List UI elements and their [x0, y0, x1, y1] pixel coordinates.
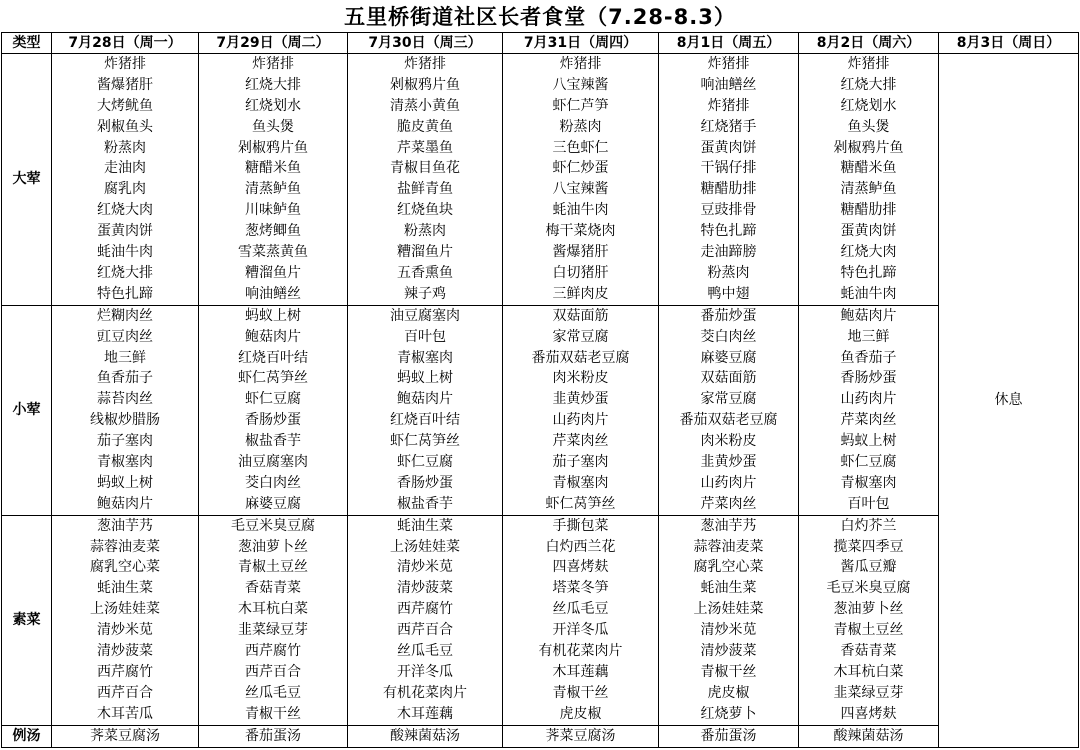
dish-cell: 粉蒸肉 [52, 138, 199, 159]
dish-cell: 鲍菇肉片 [799, 305, 939, 326]
header-day: 7月28日（周一） [52, 33, 199, 54]
dish-cell: 清炒米苋 [52, 620, 199, 641]
dish-cell: 上汤娃娃菜 [348, 537, 503, 558]
dish-cell: 地三鲜 [52, 348, 199, 369]
dish-cell: 酸辣菌菇汤 [348, 725, 503, 747]
dish-cell: 椒盐香芋 [199, 431, 348, 452]
dish-cell: 清蒸鲈鱼 [199, 179, 348, 200]
dish-cell: 炸猪排 [199, 54, 348, 75]
dish-cell: 蚝油生菜 [348, 515, 503, 536]
menu-row [2, 284, 1079, 305]
menu-row [2, 348, 1079, 369]
menu-row [2, 242, 1079, 263]
dish-cell: 清蒸小黄鱼 [348, 96, 503, 117]
dish-cell: 百叶包 [799, 494, 939, 515]
header-day: 8月3日（周日） [939, 33, 1079, 54]
dish-cell: 糖醋肋排 [799, 200, 939, 221]
dish-cell: 番茄蛋汤 [199, 725, 348, 747]
dish-cell: 西芹百合 [199, 662, 348, 683]
menu-body [2, 54, 1079, 748]
dish-cell: 茭白肉丝 [659, 327, 799, 348]
dish-cell: 剁椒鸦片鱼 [348, 75, 503, 96]
dish-cell: 虾仁豆腐 [199, 389, 348, 410]
dish-cell: 香肠炒蛋 [799, 368, 939, 389]
dish-cell: 葱油芋艿 [52, 515, 199, 536]
dish-cell: 虾仁豆腐 [799, 452, 939, 473]
dish-cell: 干锅仔排 [659, 158, 799, 179]
dish-cell: 麻婆豆腐 [659, 348, 799, 369]
dish-cell: 百叶包 [348, 327, 503, 348]
category-cell: 小荤 [2, 305, 52, 515]
dish-cell: 有机花菜肉片 [503, 641, 659, 662]
menu-row [2, 515, 1079, 536]
menu-row [2, 473, 1079, 494]
dish-cell: 红烧大排 [799, 75, 939, 96]
dish-cell: 虾仁莴笋丝 [199, 368, 348, 389]
dish-cell: 烂糊肉丝 [52, 305, 199, 326]
menu-row [2, 117, 1079, 138]
dish-cell: 青椒塞肉 [799, 473, 939, 494]
dish-cell: 八宝辣酱 [503, 75, 659, 96]
dish-cell: 大烤鱿鱼 [52, 96, 199, 117]
menu-row [2, 54, 1079, 75]
dish-cell: 川味鲈鱼 [199, 200, 348, 221]
dish-cell: 家常豆腐 [659, 389, 799, 410]
dish-cell: 炸猪排 [659, 96, 799, 117]
menu-row [2, 683, 1079, 704]
dish-cell: 清炒米苋 [659, 620, 799, 641]
dish-cell: 山药肉片 [799, 389, 939, 410]
dish-cell: 腐乳肉 [52, 179, 199, 200]
dish-cell: 青椒塞肉 [52, 452, 199, 473]
menu-row [2, 558, 1079, 579]
dish-cell: 椒盐香芋 [348, 494, 503, 515]
menu-row [2, 578, 1079, 599]
menu-row [2, 200, 1079, 221]
dish-cell: 丝瓜毛豆 [348, 641, 503, 662]
page-title: 五里桥街道社区长者食堂（7.28-8.3） [344, 5, 736, 29]
dish-cell: 蛋黄肉饼 [799, 221, 939, 242]
dish-cell: 韭黄炒蛋 [503, 389, 659, 410]
dish-cell: 酱爆猪肝 [503, 242, 659, 263]
dish-cell: 虾仁莴笋丝 [503, 494, 659, 515]
dish-cell: 木耳杭白菜 [799, 662, 939, 683]
dish-cell: 上汤娃娃菜 [659, 599, 799, 620]
dish-cell: 红烧猪手 [659, 117, 799, 138]
dish-cell: 梅干菜烧肉 [503, 221, 659, 242]
menu-row [2, 620, 1079, 641]
dish-cell: 红烧百叶结 [199, 348, 348, 369]
menu-row [2, 599, 1079, 620]
dish-cell: 青椒土豆丝 [799, 620, 939, 641]
menu-row [2, 431, 1079, 452]
dish-cell: 清蒸鲈鱼 [799, 179, 939, 200]
dish-cell: 特色扎蹄 [659, 221, 799, 242]
dish-cell: 塔菜冬笋 [503, 578, 659, 599]
dish-cell: 糖醋米鱼 [199, 158, 348, 179]
dish-cell: 双菇面筋 [659, 368, 799, 389]
dish-cell: 芹菜肉丝 [503, 431, 659, 452]
dish-cell: 蚝油生菜 [52, 578, 199, 599]
dish-cell: 鱼头煲 [199, 117, 348, 138]
dish-cell: 鱼香茄子 [52, 368, 199, 389]
header-day: 7月29日（周二） [199, 33, 348, 54]
dish-cell: 肉米粉皮 [659, 431, 799, 452]
dish-cell: 炸猪排 [52, 54, 199, 75]
menu-row [2, 494, 1079, 515]
dish-cell: 西芹腐竹 [348, 599, 503, 620]
dish-cell: 青椒干丝 [503, 683, 659, 704]
dish-cell: 五香熏鱼 [348, 263, 503, 284]
dish-cell: 开洋冬瓜 [503, 620, 659, 641]
dish-cell: 炸猪排 [799, 54, 939, 75]
dish-cell: 蛋黄肉饼 [659, 138, 799, 159]
dish-cell: 剁椒鸦片鱼 [799, 138, 939, 159]
menu-table [1, 32, 1079, 748]
dish-cell: 三色虾仁 [503, 138, 659, 159]
dish-cell: 糖醋米鱼 [799, 158, 939, 179]
dish-cell: 荠菜豆腐汤 [503, 725, 659, 747]
dish-cell: 蚝油牛肉 [52, 242, 199, 263]
menu-row [2, 263, 1079, 284]
dish-cell: 糖醋肋排 [659, 179, 799, 200]
dish-cell: 糟溜鱼片 [199, 263, 348, 284]
dish-cell: 虎皮椒 [659, 683, 799, 704]
dish-cell: 三鲜肉皮 [503, 284, 659, 305]
dish-cell: 四喜烤麸 [503, 558, 659, 579]
dish-cell: 葱油芋艿 [659, 515, 799, 536]
dish-cell: 蛋黄肉饼 [52, 221, 199, 242]
dish-cell: 蒜蓉油麦菜 [659, 537, 799, 558]
dish-cell: 剁椒鱼头 [52, 117, 199, 138]
dish-cell: 鲍菇肉片 [199, 327, 348, 348]
dish-cell: 粉蒸肉 [659, 263, 799, 284]
dish-cell: 芹菜墨鱼 [348, 138, 503, 159]
dish-cell: 有机花菜肉片 [348, 683, 503, 704]
dish-cell: 白灼芥兰 [799, 515, 939, 536]
dish-cell: 开洋冬瓜 [348, 662, 503, 683]
dish-cell: 白切猪肝 [503, 263, 659, 284]
dish-cell: 葱烤鲫鱼 [199, 221, 348, 242]
dish-cell: 腐乳空心菜 [52, 558, 199, 579]
dish-cell: 蒜蓉油麦菜 [52, 537, 199, 558]
menu-row [2, 410, 1079, 431]
dish-cell: 糟溜鱼片 [348, 242, 503, 263]
dish-cell: 香肠炒蛋 [348, 473, 503, 494]
dish-cell: 丝瓜毛豆 [199, 683, 348, 704]
menu-row [2, 96, 1079, 117]
dish-cell: 双菇面筋 [503, 305, 659, 326]
menu-row [2, 389, 1079, 410]
category-cell: 大荤 [2, 54, 52, 306]
dish-cell: 红烧大肉 [799, 242, 939, 263]
dish-cell: 粉蒸肉 [348, 221, 503, 242]
dish-cell: 番茄炒蛋 [659, 305, 799, 326]
dish-cell: 八宝辣酱 [503, 179, 659, 200]
dish-cell: 韭黄炒蛋 [659, 452, 799, 473]
dish-cell: 地三鲜 [799, 327, 939, 348]
dish-cell: 雪菜蒸黄鱼 [199, 242, 348, 263]
dish-cell: 青椒干丝 [659, 662, 799, 683]
dish-cell: 线椒炒腊肠 [52, 410, 199, 431]
dish-cell: 蚝油牛肉 [799, 284, 939, 305]
header-day: 8月2日（周六） [799, 33, 939, 54]
menu-row [2, 662, 1079, 683]
dish-cell: 香肠炒蛋 [199, 410, 348, 431]
dish-cell: 粉蒸肉 [503, 117, 659, 138]
dish-cell: 青椒土豆丝 [199, 558, 348, 579]
dish-cell: 上汤娃娃菜 [52, 599, 199, 620]
dish-cell: 特色扎蹄 [52, 284, 199, 305]
dish-cell: 蚂蚁上树 [348, 368, 503, 389]
menu-row [2, 138, 1079, 159]
header-day: 8月1日（周五） [659, 33, 799, 54]
dish-cell: 豇豆肉丝 [52, 327, 199, 348]
dish-cell: 响油鳝丝 [199, 284, 348, 305]
dish-cell: 青椒塞肉 [503, 473, 659, 494]
dish-cell: 西芹腐竹 [199, 641, 348, 662]
dish-cell: 葱油萝卜丝 [199, 537, 348, 558]
dish-cell: 毛豆米臭豆腐 [199, 515, 348, 536]
dish-cell: 红烧大肉 [52, 200, 199, 221]
dish-cell: 清炒菠菜 [348, 578, 503, 599]
dish-cell: 毛豆米臭豆腐 [799, 578, 939, 599]
dish-cell: 西芹百合 [348, 620, 503, 641]
dish-cell: 清炒米苋 [348, 558, 503, 579]
dish-cell: 揽菜四季豆 [799, 537, 939, 558]
dish-cell: 茭白肉丝 [199, 473, 348, 494]
dish-cell: 炸猪排 [348, 54, 503, 75]
dish-cell: 青椒干丝 [199, 704, 348, 725]
sunday-rest-cell: 休息 [939, 54, 1079, 748]
menu-row [2, 305, 1079, 326]
dish-cell: 红烧大排 [52, 263, 199, 284]
dish-cell: 韭菜绿豆芽 [799, 683, 939, 704]
dish-cell: 鸭中翅 [659, 284, 799, 305]
dish-cell: 韭菜绿豆芽 [199, 620, 348, 641]
dish-cell: 鲍菇肉片 [52, 494, 199, 515]
dish-cell: 蚂蚁上树 [52, 473, 199, 494]
dish-cell: 盐鲜青鱼 [348, 179, 503, 200]
menu-row [2, 368, 1079, 389]
dish-cell: 红烧划水 [799, 96, 939, 117]
dish-cell: 木耳莲藕 [348, 704, 503, 725]
menu-row [2, 75, 1079, 96]
header-day: 7月31日（周四） [503, 33, 659, 54]
dish-cell: 西芹腐竹 [52, 662, 199, 683]
dish-cell: 香菇青菜 [799, 641, 939, 662]
dish-cell: 番茄双菇老豆腐 [659, 410, 799, 431]
dish-cell: 鱼头煲 [799, 117, 939, 138]
dish-cell: 走油肉 [52, 158, 199, 179]
dish-cell: 木耳杭白菜 [199, 599, 348, 620]
dish-cell: 响油鳝丝 [659, 75, 799, 96]
dish-cell: 虾仁莴笋丝 [348, 431, 503, 452]
dish-cell: 葱油萝卜丝 [799, 599, 939, 620]
dish-cell: 剁椒鸦片鱼 [199, 138, 348, 159]
dish-cell: 山药肉片 [503, 410, 659, 431]
dish-cell: 豆豉排骨 [659, 200, 799, 221]
dish-cell: 红烧百叶结 [348, 410, 503, 431]
dish-cell: 青椒目鱼花 [348, 158, 503, 179]
dish-cell: 酸辣菌菇汤 [799, 725, 939, 747]
menu-row [2, 221, 1079, 242]
dish-cell: 脆皮黄鱼 [348, 117, 503, 138]
dish-cell: 红烧萝卜 [659, 704, 799, 725]
menu-row [2, 452, 1079, 473]
dish-cell: 鱼香茄子 [799, 348, 939, 369]
dish-cell: 茄子塞肉 [503, 452, 659, 473]
header-category: 类型 [2, 33, 52, 54]
dish-cell: 蚂蚁上树 [799, 431, 939, 452]
dish-cell: 香菇青菜 [199, 578, 348, 599]
menu-row [2, 537, 1079, 558]
menu-row [2, 327, 1079, 348]
dish-cell: 芹菜肉丝 [659, 494, 799, 515]
menu-row [2, 158, 1079, 179]
dish-cell: 清炒菠菜 [52, 641, 199, 662]
dish-cell: 红烧大排 [199, 75, 348, 96]
dish-cell: 茄子塞肉 [52, 431, 199, 452]
dish-cell: 油豆腐塞肉 [348, 305, 503, 326]
dish-cell: 蒜苔肉丝 [52, 389, 199, 410]
menu-row [2, 704, 1079, 725]
dish-cell: 特色扎蹄 [799, 263, 939, 284]
menu-row [2, 641, 1079, 662]
dish-cell: 炸猪排 [659, 54, 799, 75]
dish-cell: 酱爆猪肝 [52, 75, 199, 96]
dish-cell: 虎皮椒 [503, 704, 659, 725]
dish-cell: 丝瓜毛豆 [503, 599, 659, 620]
dish-cell: 蚂蚁上树 [199, 305, 348, 326]
menu-row [2, 179, 1079, 200]
category-cell: 素菜 [2, 515, 52, 725]
dish-cell: 四喜烤麸 [799, 704, 939, 725]
dish-cell: 木耳莲藕 [503, 662, 659, 683]
dish-cell: 番茄双菇老豆腐 [503, 348, 659, 369]
dish-cell: 鲍菇肉片 [348, 389, 503, 410]
dish-cell: 芹菜肉丝 [799, 410, 939, 431]
category-cell: 例汤 [2, 725, 52, 747]
header-row [2, 33, 1079, 54]
dish-cell: 辣子鸡 [348, 284, 503, 305]
dish-cell: 家常豆腐 [503, 327, 659, 348]
dish-cell: 荠菜豆腐汤 [52, 725, 199, 747]
dish-cell: 山药肉片 [659, 473, 799, 494]
dish-cell: 蚝油牛肉 [503, 200, 659, 221]
dish-cell: 走油蹄膀 [659, 242, 799, 263]
dish-cell: 蚝油生菜 [659, 578, 799, 599]
dish-cell: 红烧鱼块 [348, 200, 503, 221]
menu-row [2, 725, 1079, 747]
dish-cell: 手撕包菜 [503, 515, 659, 536]
dish-cell: 腐乳空心菜 [659, 558, 799, 579]
header-day: 7月30日（周三） [348, 33, 503, 54]
dish-cell: 酱瓜豆瓣 [799, 558, 939, 579]
dish-cell: 白灼西兰花 [503, 537, 659, 558]
dish-cell: 青椒塞肉 [348, 348, 503, 369]
dish-cell: 虾仁豆腐 [348, 452, 503, 473]
dish-cell: 番茄蛋汤 [659, 725, 799, 747]
dish-cell: 麻婆豆腐 [199, 494, 348, 515]
dish-cell: 虾仁炒蛋 [503, 158, 659, 179]
dish-cell: 炸猪排 [503, 54, 659, 75]
dish-cell: 虾仁芦笋 [503, 96, 659, 117]
dish-cell: 油豆腐塞肉 [199, 452, 348, 473]
dish-cell: 清炒菠菜 [659, 641, 799, 662]
dish-cell: 西芹百合 [52, 683, 199, 704]
dish-cell: 肉米粉皮 [503, 368, 659, 389]
dish-cell: 木耳苦瓜 [52, 704, 199, 725]
dish-cell: 红烧划水 [199, 96, 348, 117]
